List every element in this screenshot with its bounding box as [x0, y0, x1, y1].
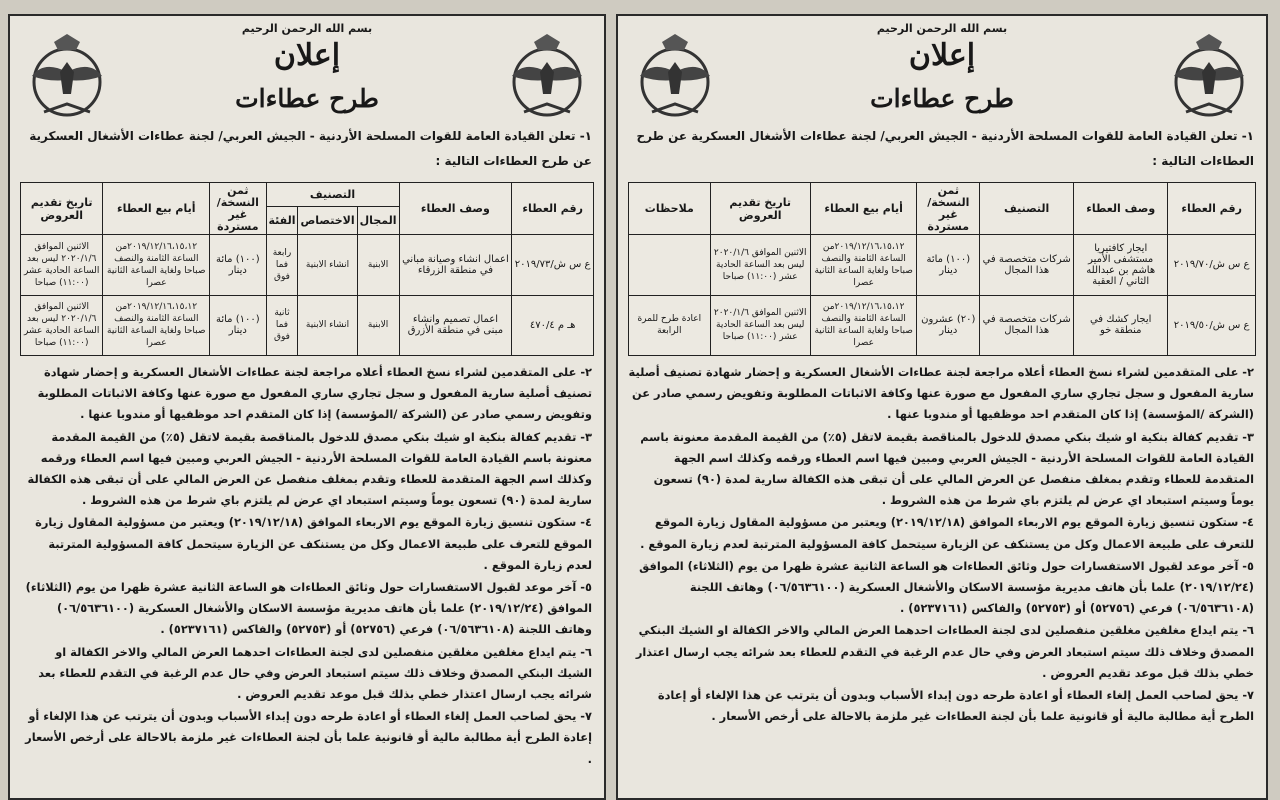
tender-number: ع س ش/٢٠١٩/٧٣ — [512, 235, 594, 296]
tender-price: (١٠٠) مائة دينار — [917, 235, 980, 296]
table-row — [629, 235, 1256, 296]
ad-title: إعلان — [273, 38, 341, 73]
term-item: ٦- يتم ايداع مغلفين مغلقين منفصلين لدى لجنة العطاءات احدهما العرض المالي والاخر الكفالة او الشيك البنكي المصدق وخلاف ذلك سيتم استبعاد العرض وفي حال عدم الرغبة في التقدم للعطاء بعد شرائه يجب ارسال اعتذار خطي بذلك قبل موعد تقديم العروض . — [38, 644, 592, 702]
term-item: ٣- تقديم كفالة بنكية او شيك بنكي مصدق للدخول بالمناقصة بقيمة لاتقل (٥٪) من القيمة المقدمة معنونة باسم القيادة العامة للقوات المسلحة الأردنية - الجيش العربي ومبين فيها اسم العطاء ورقمه وكذلك اسم الجهة المتقدمة للعطاء وتقدم بمغلف منفصل عن العرض المالي على أن تبقى هذه الكفالة سارية لمدة (٩٠) تسعون يوماً وسيتم استبعاد اي عرض لم يلتزم باي شرط من هذه الشروط . — [27, 429, 592, 508]
terms-list — [20, 362, 592, 771]
tender-price: (١٠٠) مائة دينار — [210, 295, 266, 356]
term-item: ٧- يحق لصاحب العمل إلغاء العطاء أو اعادة طرحه دون إبداء الأسباب وبدون أن يترتب عن هذا الإلغاء أو إعادة الطرح أية مطالبة مالية أو قانونية علما بأن لجنة العطاءات غير ملزمة بالاحالة على أرخص الأسعار . — [25, 709, 592, 766]
tender-price: (٢٠) عشرون دينار — [917, 295, 980, 356]
intro-text: ١- تعلن القيادة العامة للقوات المسلحة الأردنية - الجيش العربي/ لجنة عطاءات الأشغال العسكرية عن طرح العطاءات التالية : — [29, 129, 592, 168]
terms-list — [628, 362, 1254, 728]
term-item: ٦- يتم ايداع مغلفين مغلقين منفصلين لدى لجنة العطاءات احدهما العرض المالي والاخر الكفالة او الشيك البنكي المصدق وخلاف ذلك سيتم استبعاد العرض وفي حال عدم الرغبة في التقدم للعطاء بعد شرائه يجب ارسال اعتذار خطي بذلك قبل موعد تقديم العروض . — [635, 623, 1254, 680]
basmala: بسم الله الرحمن الرحيم — [876, 22, 1008, 35]
term-item: ٥- آخر موعد لقبول الاستفسارات حول وثائق العطاءات هو الساعة الثانية عشرة ظهرا من يوم (الثلاثاء) الموافق (٢٠١٩/١٢/٢٤) علما بأن هاتف مديرية مؤسسة الاسكان والأشغال العسكرية (٠٦/٥٦٣٦١٠٠) وهاتف اللجنة (٠٦/٥٦٣٦١٠٨) فرعي (٥٢٧٥٦) أو (٥٢٧٥٣) والفاكس (٥٢٣٧١٦١) . — [25, 580, 592, 637]
col-submission: تاريخ تقديم العروض — [21, 183, 103, 235]
tender-price: (١٠٠) مائة دينار — [210, 235, 266, 296]
term-item: ٧- يحق لصاحب العمل إلغاء العطاء أو اعادة طرحه دون إبداء الأسباب وبدون أن يترتب عن هذا الإلغاء أو إعادة الطرح أية مطالبة مالية أو قانونية علما بأن لجنة العطاءات غير ملزمة بالاحالة على أرخص الأسعار . — [657, 688, 1254, 724]
ad-subtitle: طرح عطاءات — [870, 84, 1014, 113]
tender-description: ايجار كافتيريا مستشفى الأمير هاشم بن عبدالله الثاني / العقبة — [1074, 235, 1168, 296]
table-row — [21, 235, 594, 296]
tender-description: اعمال انشاء وصيانة مباني في منطقة الزرقاء — [399, 235, 512, 296]
term-item: ٢- على المتقدمين لشراء نسخ العطاء أعلاه مراجعة لجنة عطاءات الأشغال العسكرية و إحضار شهادة تصنيف أصلية سارية المفعول و سجل تجاري ساري المفعول مع صورة عنها وكافة الاثباتات المطلوبة وتفويض رسمي صادر عن (الشركة /المؤسسة) إذا كان المتقدم احد موظفيها أو مندوبا عنها . — [628, 365, 1254, 422]
tender-description: ايجار كشك في منطقة خو — [1074, 295, 1168, 356]
tender-category: رابعة فما فوق — [266, 235, 298, 296]
ad-subtitle: طرح عطاءات — [235, 84, 379, 113]
col-description: وصف العطاء — [399, 183, 512, 235]
col-sale-days: أيام بيع العطاء — [810, 183, 917, 235]
col-price: ثمن النسخة/ غير مستردة — [210, 183, 266, 235]
col-specialty: الاختصاص — [298, 207, 357, 235]
term-item: ٣- تقديم كفالة بنكية او شيك بنكي مصدق للدخول بالمناقصة بقيمة لاتقل (٥٪) من القيمة المقدمة معنونة باسم القيادة العامة للقوات المسلحة الأردنية - الجيش العربي ومبين فيها اسم العطاء ورقمه وكذلك اسم الجهة المتقدمة للعطاء وتقدم بمغلف منفصل عن العرض المالي على أن تبقى هذه الكفالة سارية لمدة (٩٠) تسعون يوماً وسيتم استبعاد اي عرض لم يلتزم باي شرط من هذه الشروط . — [640, 429, 1254, 508]
col-category: الفئة — [266, 207, 298, 235]
tender-submission: الاثنين الموافق ٢٠٢٠/١/٦ ليس بعد الساعة الحادية عشر (١١:٠٠) صباحا — [21, 295, 103, 356]
tender-number: هـ م ٤٧٠/٤ — [512, 295, 594, 356]
tender-number: ع س ش/٢٠١٩/٧٠ — [1168, 235, 1256, 296]
table-row — [629, 295, 1256, 356]
col-notes: ملاحظات — [629, 183, 711, 235]
col-price: ثمن النسخة/ غير مستردة — [917, 183, 980, 235]
col-submission: تاريخ تقديم العروض — [710, 183, 810, 235]
term-item: ٢- على المتقدمين لشراء نسخ العطاء أعلاه مراجعة لجنة عطاءات الأشغال العسكرية و إحضار شهادة تصنيف أصلية سارية المفعول و سجل تجاري ساري المفعول مع صورة عنها وكافة الاثباتات المطلوبة وتفويض رسمي صادر عن (الشركة /المؤسسة) إذا كان المتقدم احد موظفيها أو مندوبا عنها . — [37, 365, 592, 422]
tender-sale-days: ٢٠١٩/١٢/١٦،١٥،١٢من الساعة الثامنة والنصف صباحا ولغاية الساعة الثانية عصرا — [810, 295, 917, 356]
col-number: رقم العطاء — [1168, 183, 1256, 235]
tender-specialty: انشاء الابنية — [298, 235, 357, 296]
tender-sale-days: ٢٠١٩/١٢/١٦،١٥،١٢من الساعة الثامنة والنصف صباحا ولغاية الساعة الثانية عصرا — [103, 295, 210, 356]
basmala: بسم الله الرحمن الرحيم — [241, 22, 373, 35]
tender-description: اعمال تصميم وانشاء مبنى في منطقة الأزرق — [399, 295, 512, 356]
term-item: ٥- آخر موعد لقبول الاستفسارات حول وثائق العطاءات هو الساعة الثانية عشرة ظهرا من يوم (الثلاثاء) الموافق (٢٠١٩/١٢/٢٤) علما بأن هاتف مديرية مؤسسة الاسكان والأشغال العسكرية (٠٦/٥٦٣٦١٠٠) وهاتف اللجنة (٠٦/٥٦٣٦١٠٨) فرعي (٥٢٧٥٦) أو (٥٢٧٥٣) والفاكس (٥٢٣٧١٦١) . — [639, 558, 1254, 616]
tender-notes: اعادة طرح للمرة الرابعة — [629, 295, 711, 356]
tenders-table — [20, 182, 594, 356]
tender-classification: شركات متخصصة في هذا المجال — [980, 295, 1074, 356]
tender-submission: الاثنين الموافق ٢٠٢٠/١/٦ ليس بعد الساعة الحادية عشر (١١:٠٠) صباحا — [710, 295, 810, 356]
col-field: المجال — [357, 207, 399, 235]
term-item: ٤- ستكون تنسيق زيارة الموقع يوم الاربعاء الموافق (٢٠١٩/١٢/١٨) ويعتبر من مسؤولية المقاول زيارة الموقع للتعرف على طبيعة الاعمال وكل من يستنكف عن الزيارة سيتحمل كافة المسؤولية المترتبة لعدم زيارة الموقع . — [640, 515, 1254, 551]
tenders-table — [628, 182, 1256, 356]
tender-submission: الاثنين الموافق ٢٠٢٠/١/٦ ليس بعد الساعة الحادية عشر (١١:٠٠) صباحا — [710, 235, 810, 296]
tender-submission: الاثنين الموافق ٢٠٢٠/١/٦ ليس بعد الساعة الحادية عشر (١١:٠٠) صباحا — [21, 235, 103, 296]
col-sale-days: أيام بيع العطاء — [103, 183, 210, 235]
tender-specialty: انشاء الابنية — [298, 295, 357, 356]
tender-field: الابنية — [357, 235, 399, 296]
tender-classification: شركات متخصصة في هذا المجال — [980, 235, 1074, 296]
ad-title: إعلان — [908, 38, 976, 73]
tender-sale-days: ٢٠١٩/١٢/١٦،١٥،١٢من الساعة الثامنة والنصف صباحا ولغاية الساعة الثانية عصرا — [103, 235, 210, 296]
col-number: رقم العطاء — [512, 183, 594, 235]
tender-category: ثانية فما فوق — [266, 295, 298, 356]
col-description: وصف العطاء — [1074, 183, 1168, 235]
tender-field: الابنية — [357, 295, 399, 356]
col-classification: التصنيف — [980, 183, 1074, 235]
intro-text: ١- تعلن القيادة العامة للقوات المسلحة الأردنية - الجيش العربي/ لجنة عطاءات الأشغال العسكرية عن طرح العطاءات التالية : — [636, 129, 1254, 168]
tender-sale-days: ٢٠١٩/١٢/١٦،١٥،١٢من الساعة الثامنة والنصف صباحا ولغاية الساعة الثانية عصرا — [810, 235, 917, 296]
ad-right — [616, 14, 1268, 800]
term-item: ٤- ستكون تنسيق زيارة الموقع يوم الاربعاء الموافق (٢٠١٩/١٢/١٨) ويعتبر من مسؤولية المقاول زيارة الموقع للتعرف على طبيعة الاعمال وكل من يستنكف عن الزيارة سيتحمل كافة المسؤولية المترتبة لعدم زيارة الموقع . — [35, 515, 592, 572]
table-row — [21, 295, 594, 356]
col-classification: التصنيف — [266, 183, 399, 207]
ad-left — [8, 14, 606, 800]
tender-number: ع س ش/٢٠١٩/٥٠ — [1168, 295, 1256, 356]
tender-notes — [629, 235, 711, 296]
